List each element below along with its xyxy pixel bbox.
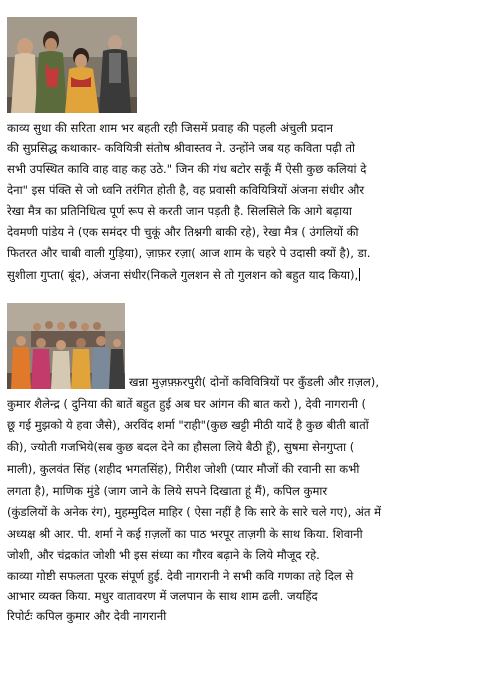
paragraph1-line-4: देना" इस पंक्ति से जो ध्वनि तरंगित होती है, वह प्रवासी कवियित्रियों अंजना संधीर और <box>7 183 365 197</box>
event-photo-1-image <box>7 17 137 113</box>
paragraph2-line-7: (कुंडलियों के अनेक रंग), मुहम्मुदिल माहिर ( ऐसा नहीं है कि सारे के सारे चले गए), अंत में <box>7 505 382 519</box>
event-photo-2-image <box>7 303 125 389</box>
paragraph2-line-6: लगता है), माणिक मुंडे (जाग जाने के लिये सपने दिखाता हूं मैं), कपिल कुमार <box>7 484 328 498</box>
paragraph1-line-1: काव्य सुधा की सरिता शाम भर बहती रही जिसमें प्रवाह की पहली अंचुली प्रदान <box>7 121 333 135</box>
paragraph2-line-10: काव्या गोष्टी सफलता पूरक संपूर्ण हुई. देवी नागरानी ने सभी कवि गणका तहे दिल से <box>7 569 354 583</box>
text-cursor <box>359 268 360 281</box>
paragraph1-line-6: देवमणी पांडेय ने (एक समंदर पी चुकूं और तिश्नगी बाकी रहे), रेखा मैत्र ( उंगलियों की <box>7 225 359 239</box>
paragraph2-line-2: कुमार शैलेन्द्र ( दुनिया की बातें बहुत हुई अब घर आंगन की बात करो ), देवी नागरानी ( <box>7 397 367 411</box>
paragraph2-line-5: माली), कुलवंत सिंह (शहीद भगतसिंह), गिरीश जोशी (प्यार मौजों की रवानी सा कभी <box>7 462 360 476</box>
paragraph2-line-12: रिपोर्टः कपिल कुमार और देवी नागरानी <box>7 609 167 623</box>
paragraph1-line-8 <box>7 267 360 283</box>
event-photo-2 <box>7 303 125 389</box>
paragraph1-line-2: की सुप्रसिद्ध कथाकार- कवियित्री संतोष श्रीवास्तव ने. उन्होंने जब यह कविता पढ़ी तो <box>7 141 356 155</box>
paragraph2-line-9: जोशी, और चंद्रकांत जोशी भी इस संध्या का गौरव बढ़ाने के लिये मौजूद रहे. <box>7 548 320 562</box>
event-photo-1 <box>7 17 137 113</box>
paragraph2-line-1: खन्ना मुज़फ़्फ़रपुरी( दोनों कविवित्रियों पर कुँडली और ग़ज़ल), <box>129 375 379 389</box>
paragraph1-line-5: रेखा मैत्र का प्रतिनिधित्व पूर्ण रूप से करती जान पड़ती है. सिलसिले कि आगे बढ़ाया <box>7 204 352 218</box>
paragraph1-line-7: फितरत और चाबी वाली गुड़िया), ज़ाफ़र रज़ा( आज शाम के चहरे पे उदासी क्यों है), डा. <box>7 246 371 260</box>
paragraph2-line-8: अध्यक्ष श्री आर. पी. शर्मा ने कई ग़ज़लों का पाठ भरपूर ताज़गी के साथ किया. शिवानी <box>7 527 363 541</box>
paragraph2-line-4: की), ज्योती गजभिये(सब कुछ बदल देने का हौसला लिये बैठी हूँ), सुषमा सेनगुप्ता ( <box>7 440 355 454</box>
paragraph2-line-11: आभार व्यक्त किया. मधुर वातावरण में जलपान के साथ शाम ढली. जयहिंद <box>7 589 318 603</box>
paragraph2-line-3: छू गई मुझको ये हवा जैसे), अरविंद शर्मा "राही"(कुछ खट्टी मीठी यादें है कुछ बीती बातों <box>7 418 369 432</box>
paragraph1-line-3: सभी उपस्थित कावि वाह वाह कह उठे." जिन की गंध बटोर सकूँ मैं ऐसी कुछ कलियां दे <box>7 162 367 176</box>
paragraph1-line-8-text: सुशीला गुप्ता( बूंद), अंजना संधीर(निकले गुलशन से तो गुलशन को बहुत याद किया), <box>7 268 359 282</box>
